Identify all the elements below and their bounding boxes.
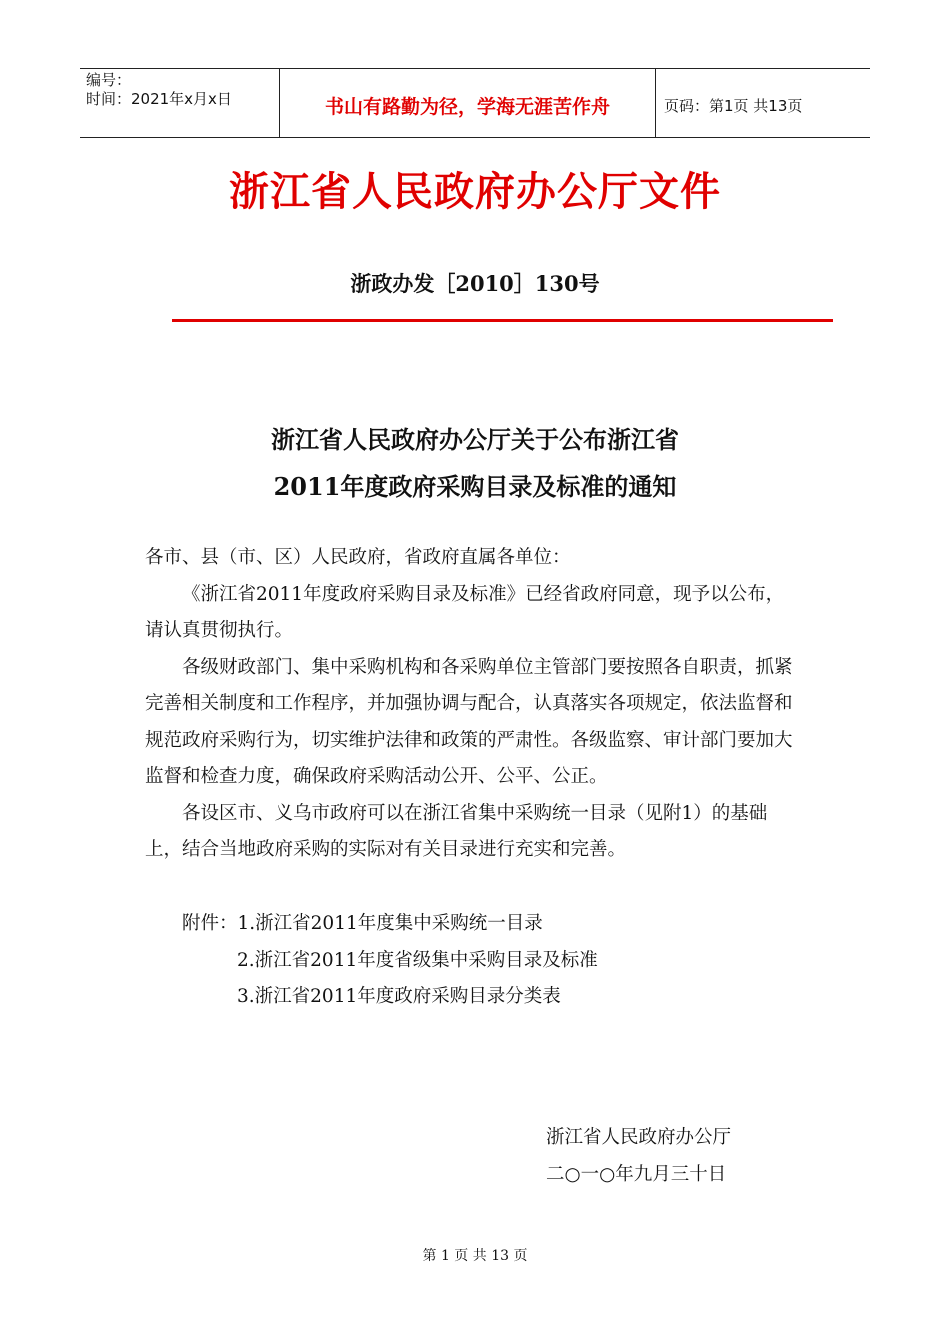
issue-date: 二○一○年九月三十日 bbox=[546, 1163, 727, 1185]
notice-title-line1: 浙江省人民政府办公厅关于公布浙江省 bbox=[271, 425, 679, 454]
header-motto: 书山有路勤为径，学海无涯苦作舟 bbox=[280, 69, 656, 137]
signature-block bbox=[546, 1120, 731, 1193]
header-page-info: 页码：第1页 共13页 bbox=[664, 96, 803, 115]
paragraph-1: 《浙江省2011年度政府采购目录及标准》已经省政府同意，现予以公布，请认真贯彻执行。 bbox=[145, 583, 785, 641]
salutation: 各市、县（市、区）人民政府，省政府直属各单位： bbox=[145, 547, 571, 568]
attachment-item: 3.浙江省2011年度政府采购目录分类表 bbox=[237, 986, 561, 1007]
attachment-list bbox=[182, 906, 598, 1016]
red-divider bbox=[172, 319, 833, 322]
signer: 浙江省人民政府办公厅 bbox=[546, 1127, 732, 1148]
page-header bbox=[80, 68, 870, 138]
attachment-item: 2.浙江省2011年度省级集中采购目录及标准 bbox=[237, 949, 598, 971]
number-label: 编号： bbox=[86, 71, 132, 89]
paragraph-3: 各设区市、义乌市政府可以在浙江省集中采购统一目录（见附1）的基础上，结合当地政府采购的实际对有关目录进行充实和完善。 bbox=[145, 802, 768, 860]
notice-title-line2: 2011年度政府采购目录及标准的通知 bbox=[273, 472, 677, 501]
attachment-item: 附件：1.浙江省2011年度集中采购统一目录 bbox=[182, 913, 543, 934]
page-footer: 第 1 页 共 13 页 bbox=[422, 1248, 528, 1264]
document-body bbox=[145, 540, 800, 869]
document-number: 浙政办发［2010］130号 bbox=[350, 271, 600, 296]
header-meta bbox=[80, 69, 280, 137]
issuer-title: 浙江省人民政府办公厅文件 bbox=[229, 168, 721, 215]
paragraph-2: 各级财政部门、集中采购机构和各采购单位主管部门要按照各自职责，抓紧完善相关制度和工作程序，并加强协调与配合，认真落实各项规定，依法监督和规范政府采购行为，切实维护法律和政策的严肃性。各级监察、审计部门要加大监督和检查力度，确保政府采购活动公开、公平、公正。 bbox=[145, 656, 793, 787]
time-label: 时间：2021年x月x日 bbox=[86, 90, 232, 108]
